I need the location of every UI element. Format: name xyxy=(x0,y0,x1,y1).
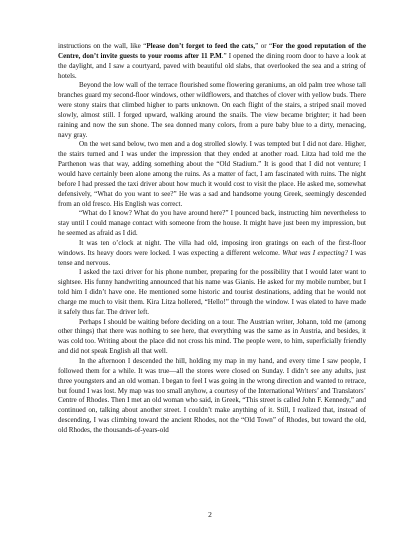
text-run: .” I opened the dining room door to have a look at the daylight, and I saw a courtyard, paved with beautiful old slabs, that overlooked the sea and a string of hotels. xyxy=(58,51,366,80)
bold-text: Please don’t forget to feed the cats, xyxy=(146,42,256,50)
page-number: 2 xyxy=(208,510,212,519)
paragraph xyxy=(58,268,366,317)
body-text xyxy=(58,42,366,436)
text-run: “What do I know? What do you have around here?” I pounced back, instructing him nevertheless to stay until I could manage contact with someone from the house. It might have just been my impression, but he seemed as afraid as I did. xyxy=(58,209,366,238)
paragraph xyxy=(58,318,366,357)
text-run: It was ten o’clock at night. The villa had old, imposing iron gratings on each of the first-floor windows. Its heavy doors were locked. I was expecting a different welcome. xyxy=(58,238,366,257)
paragraph xyxy=(58,81,366,140)
text-run: Perhaps I should be waiting before deciding on a tour. The Austrian writer, Johann, told me (among other things) that there was nothing to see here, that everything was the same as in Austria, and besides, it was cold too. Writing about the place did not cross his mind. The people were, to him, superficially friendly and did not speak English all that well. xyxy=(58,317,366,356)
paragraph xyxy=(58,140,366,209)
paragraph xyxy=(58,239,366,269)
text-run: On the wet sand below, two men and a dog strolled slowly. I was tempted but I did not dare. Higher, the stairs turned and I was under the impression that they ended at another road. Litza had told me the Parthenon was that way, adding something about the “Old Stadium.” It is good that I did not venture; I would have certainly been alone among the ruins. As a matter of fact, I am fascinated with ruins. The night before I had pressed the taxi driver about how much it would cost to visit the place. He asked me, somewhat defensively, “What do you want to see?” He was a sad and handsome young Greek, seemingly descended from an old fresco. His English was correct. xyxy=(58,140,366,208)
text-run: instructions on the wall, like “ xyxy=(58,42,147,50)
paragraph xyxy=(58,42,366,81)
text-run: I was tense and nervous. xyxy=(58,248,366,267)
paragraph xyxy=(58,357,366,436)
text-run: ” or “ xyxy=(255,42,273,50)
paragraph xyxy=(58,209,366,239)
bold-text: For the good reputation of the Centre, don’t invite guests to your rooms after 11 P.M xyxy=(58,42,366,60)
text-run: In the afternoon I descended the hill, holding my map in my hand, and every time I saw people, I followed them for a while. It was true—all the stores were closed on Sunday. I didn’t see any adults, just three youngsters and an old woman. I began to feel I was going in the wrong direction and wanted to retrace, but found I was lost. My map was too small anyhow, a courtesy of the International Writers’ and Translators’ Centre of Rhodes. Then I met an old woman who said, in Greek, “This street is called John F. Kennedy,” and continued on, talking about another street. I couldn’t make anything of it. Still, I realized that, instead of descending, I was climbing toward the ancient Rhodes, not the “Old Town” of Rhodes, but toward the old, old Rhodes, the thousands-of-years-old xyxy=(58,357,366,434)
text-run: Beyond the low wall of the terrace flourished some flowering geraniums, an old palm tree whose tall branches guard my second-floor windows, other wildflowers, and thatches of clover with yellow buds. There were stony stairs that climbed higher to parts unknown. On each flight of the stairs, a striped snail moved slowly, almost still. I forged upward, walking around the snails. The view became brighter; it had been raining and now the sun shone. The sea donned many colors, from a pure baby blue to a dirty, menacing, navy gray. xyxy=(58,81,366,139)
italic-text: What was I expecting? xyxy=(282,248,348,257)
text-run: I asked the taxi driver for his phone number, preparing for the possibility that I would later want to sightsee. His funny handwriting announced that his name was Gianis. He asked for my mobile number, but I told him I didn’t have one. He mentioned some historic and tourist destinations, adding that he would not charge me much to visit them. Kira Litza hollered, “Hello!” through the window. I was elated to have made it safely thus far. The driver left. xyxy=(58,268,366,316)
